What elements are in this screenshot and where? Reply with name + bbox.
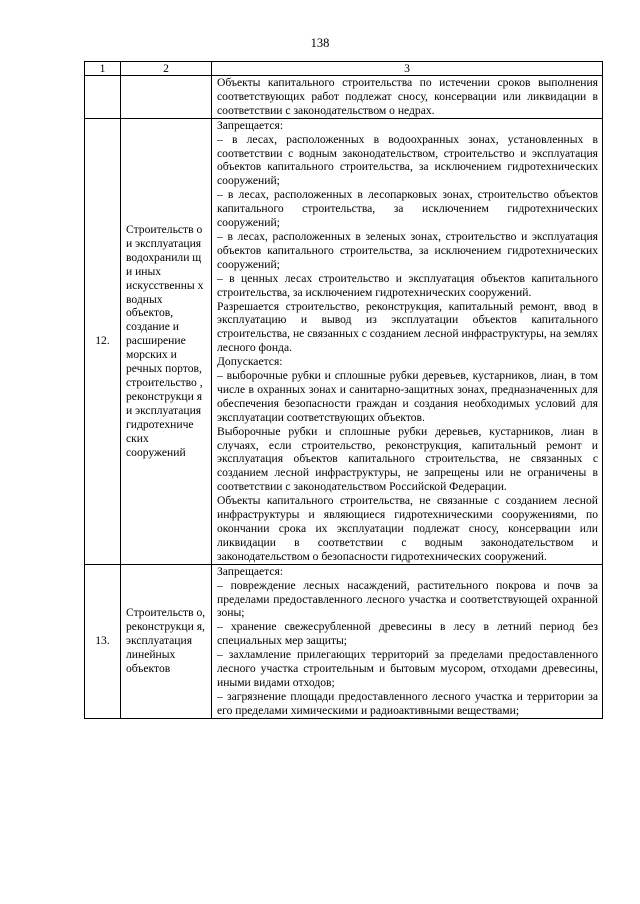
activity-name: Строительств о и эксплуатация водохранили щ и иных искусственны х водных объектов, создание и расширение морских и речных портов, строительство , реконструкци я и эксплуатация гидротехниче ских сооружений [121, 118, 212, 564]
regulations-table [84, 61, 603, 719]
table-row [85, 76, 603, 119]
row-number: 13. [85, 564, 121, 718]
requirement-paragraph: – в ценных лесах строительство и эксплуатация объектов капитального строительства, за исключением гидротехнических сооружений. [217, 271, 598, 299]
page-number: 138 [310, 36, 330, 50]
requirement-paragraph: Выборочные рубки и сплошные рубки деревьев, кустарников, лиан в случаях, если строительство, реконструкция, капитальный ремонт и эксплуатация объектов капитального строительства, не связанных с созданием лесной инфраструктуры, не запрещены или не ограничены в соответствии с законодательством Российской Федерации. [217, 424, 598, 494]
activity-name: Строительств о, реконструкци я, эксплуатация линейных объектов [121, 564, 212, 718]
activity-name [121, 76, 212, 119]
requirement-paragraph: – в лесах, расположенных в зеленых зонах, строительство и эксплуатация объектов капитального строительства, за исключением гидротехнических сооружений; [217, 229, 598, 271]
requirements-cell [212, 118, 603, 564]
table-row [85, 118, 603, 564]
requirements-cell [212, 564, 603, 718]
row-number: 12. [85, 118, 121, 564]
requirement-paragraph: – выборочные рубки и сплошные рубки деревьев, кустарников, лиан, в том числе в охранных зонах и санитарно-защитных зонах, предназначенных для обеспечения безопасности граждан и создания необходимых условий для эксплуатации соответствующих объектов. [217, 369, 598, 424]
requirement-paragraph: – в лесах, расположенных в водоохранных зонах, установленных в соответствии с водным законодательством, строительство и эксплуатация объектов капитального строительства, за исключением гидротехнических сооружений; [217, 132, 598, 188]
requirement-paragraph: – захламление прилегающих территорий за пределами предоставленного лесного участка строительным и бытовым мусором, отходами древесины, иными видами отходов; [217, 648, 598, 689]
requirement-paragraph: Разрешается строительство, реконструкция, капитальный ремонт, ввод в эксплуатацию и вывод из эксплуатации объектов капитального строительства, не связанных с созданием лесной инфраструктуры, на землях лесного фонда. [217, 299, 598, 355]
requirement-paragraph: – загрязнение площади предоставленного лесного участка и территории за его пределами химическими и радиоактивными веществами; [217, 689, 598, 717]
header-col-2: 2 [121, 62, 212, 76]
header-col-3: 3 [212, 62, 603, 76]
requirement-paragraph: Запрещается: [217, 564, 284, 578]
table-row [85, 564, 603, 718]
header-col-1: 1 [85, 62, 121, 76]
requirement-paragraph: – в лесах, расположенных в лесопарковых зонах, строительство объектов капитального строительства, за исключением гидротехнических сооружений; [217, 188, 598, 230]
requirement-paragraph: Запрещается: [217, 118, 284, 132]
requirement-paragraph: Объекты капитального строительства по истечении сроков выполнения соответствующих работ подлежат сносу, консервации или ликвидации в соответствии с законодательством о недрах. [217, 76, 598, 117]
requirement-paragraph: – хранение свежесрубленной древесины в лесу в летний период без специальных мер защиты; [217, 620, 598, 648]
requirements-cell [212, 76, 603, 119]
requirement-paragraph: – повреждение лесных насаждений, растительного покрова и почв за пределами предоставленного лесного участка и соответствующей охранной зоны; [217, 578, 598, 620]
row-number [85, 76, 121, 119]
requirement-paragraph: Допускается: [217, 355, 283, 369]
table-header-row [85, 62, 603, 76]
requirement-paragraph: Объекты капитального строительства, не связанные с созданием лесной инфраструктуры и являющиеся гидротехническими сооружениями, по окончании срока их эксплуатации подлежат сносу, консервации или ликвидации в соответствии с водным законодательством и законодательством о безопасности гидротехнических сооружений. [217, 494, 598, 563]
